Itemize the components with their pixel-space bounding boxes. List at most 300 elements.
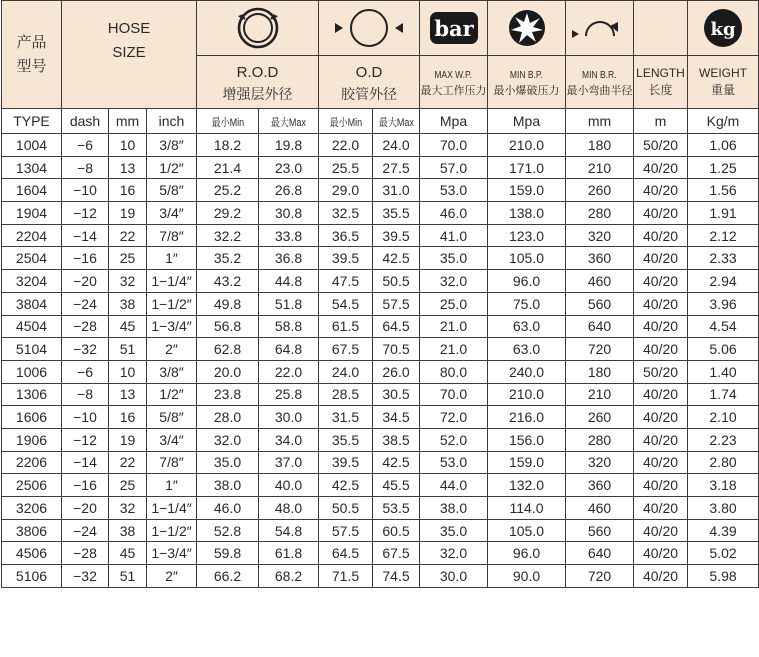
cell-br: 720 [566,565,634,588]
cell-od-min: 28.5 [319,383,373,406]
cell-bp: 240.0 [488,360,566,383]
kg-icon-text: kg [710,19,736,40]
cell-rod-min: 52.8 [197,519,259,542]
cell-inch: 3/4″ [147,428,197,451]
cell-weight: 2.12 [688,224,759,247]
cell-rod-max: 61.8 [259,542,319,565]
cell-type: 2204 [2,224,62,247]
cell-rod-min: 62.8 [197,338,259,361]
unit-od-min-text: 最小Min [329,116,362,129]
cell-bp: 123.0 [488,224,566,247]
table-row [2,292,759,315]
cell-dash: −12 [62,202,109,225]
cell-wp: 70.0 [420,134,488,157]
unit-mm: mm [109,109,147,134]
cell-type: 2506 [2,474,62,497]
hose-size-line-1: HOSE [107,20,151,37]
cell-rod-max: 37.0 [259,451,319,474]
cell-od-min: 61.5 [319,315,373,338]
cell-rod-max: 23.0 [259,156,319,179]
cell-inch: 3/8″ [147,360,197,383]
cell-weight: 5.98 [688,565,759,588]
weight-icon-cell [688,1,759,56]
cell-type: 1604 [2,179,62,202]
cell-mm: 38 [109,519,147,542]
cell-br: 360 [566,474,634,497]
burst-icon [507,8,547,48]
reinforcement-ring-icon [235,5,281,51]
cell-inch: 7/8″ [147,451,197,474]
cell-wp: 41.0 [420,224,488,247]
cell-bp: 63.0 [488,338,566,361]
outer-diameter-icon [329,5,409,51]
table-row [2,315,759,338]
table-row [2,270,759,293]
rod-icon-cell [197,1,319,56]
cell-wp: 35.0 [420,247,488,270]
cell-wp: 53.0 [420,451,488,474]
table-row [2,247,759,270]
br-label-en: MIN B.R. [582,70,617,81]
cell-rod-min: 23.8 [197,383,259,406]
cell-od-max: 34.5 [373,406,420,429]
bp-icon-cell [488,1,566,56]
cell-od-min: 50.5 [319,497,373,520]
cell-rod-max: 40.0 [259,474,319,497]
cell-weight: 2.80 [688,451,759,474]
length-label-cell [634,56,688,109]
length-label-cn: 长度 [648,83,673,97]
cell-od-max: 42.5 [373,451,420,474]
cell-type: 5104 [2,338,62,361]
cell-type: 4506 [2,542,62,565]
cell-rod-max: 68.2 [259,565,319,588]
unit-inch: inch [147,109,197,134]
cell-weight: 2.33 [688,247,759,270]
cell-weight: 1.40 [688,360,759,383]
cell-type: 1904 [2,202,62,225]
weight-label-cell [688,56,759,109]
cell-mm: 10 [109,134,147,157]
cell-wp: 80.0 [420,360,488,383]
cell-wp: 35.0 [420,519,488,542]
cell-length: 40/20 [634,315,688,338]
cell-dash: −32 [62,565,109,588]
cell-inch: 3/4″ [147,202,197,225]
cell-wp: 21.0 [420,338,488,361]
cell-length: 40/20 [634,270,688,293]
cell-br: 280 [566,428,634,451]
cell-mm: 38 [109,292,147,315]
cell-inch: 1−3/4″ [147,315,197,338]
cell-bp: 105.0 [488,519,566,542]
cell-type: 3804 [2,292,62,315]
cell-br: 180 [566,360,634,383]
cell-od-max: 26.0 [373,360,420,383]
cell-length: 40/20 [634,542,688,565]
cell-rod-max: 51.8 [259,292,319,315]
cell-weight: 1.25 [688,156,759,179]
bp-label-cn: 最小爆破压力 [493,85,560,97]
cell-mm: 19 [109,202,147,225]
cell-inch: 7/8″ [147,224,197,247]
cell-od-max: 70.5 [373,338,420,361]
cell-length: 40/20 [634,428,688,451]
cell-br: 260 [566,406,634,429]
cell-od-max: 42.5 [373,247,420,270]
bp-label-cell [488,56,566,109]
cell-dash: −8 [62,156,109,179]
spec-table-body [2,134,759,588]
unit-od-max [373,109,420,134]
cell-dash: −28 [62,542,109,565]
cell-od-max: 53.5 [373,497,420,520]
cell-bp: 159.0 [488,179,566,202]
cell-rod-max: 26.8 [259,179,319,202]
cell-inch: 3/8″ [147,134,197,157]
cell-inch: 1−3/4″ [147,542,197,565]
unit-rod-min-text: 最小Min [211,116,244,129]
cell-bp: 159.0 [488,451,566,474]
cell-weight: 3.96 [688,292,759,315]
rod-label-cell [197,56,319,109]
table-row [2,565,759,588]
cell-rod-max: 25.8 [259,383,319,406]
cell-mm: 25 [109,247,147,270]
cell-od-min: 39.5 [319,451,373,474]
cell-br: 460 [566,497,634,520]
cell-weight: 5.02 [688,542,759,565]
table-row [2,202,759,225]
cell-br: 640 [566,542,634,565]
od-label-en: O.D [355,63,383,81]
rod-label-en: R.O.D [236,63,279,81]
cell-rod-min: 32.0 [197,428,259,451]
cell-bp: 171.0 [488,156,566,179]
cell-od-max: 45.5 [373,474,420,497]
unit-rod-max [259,109,319,134]
unit-bp: Mpa [488,109,566,134]
cell-br: 360 [566,247,634,270]
cell-dash: −6 [62,360,109,383]
cell-mm: 16 [109,179,147,202]
cell-inch: 1−1/4″ [147,270,197,293]
cell-od-min: 71.5 [319,565,373,588]
cell-od-max: 39.5 [373,224,420,247]
cell-length: 50/20 [634,360,688,383]
cell-dash: −8 [62,383,109,406]
cell-bp: 210.0 [488,134,566,157]
cell-od-max: 35.5 [373,202,420,225]
cell-bp: 96.0 [488,270,566,293]
cell-wp: 52.0 [420,428,488,451]
cell-dash: −10 [62,179,109,202]
cell-rod-max: 30.0 [259,406,319,429]
cell-type: 1306 [2,383,62,406]
cell-inch: 1−1/2″ [147,519,197,542]
cell-od-min: 29.0 [319,179,373,202]
cell-wp: 72.0 [420,406,488,429]
cell-rod-min: 18.2 [197,134,259,157]
cell-length: 50/20 [634,134,688,157]
cell-wp: 21.0 [420,315,488,338]
cell-length: 40/20 [634,519,688,542]
cell-dash: −28 [62,315,109,338]
cell-mm: 22 [109,451,147,474]
cell-rod-max: 19.8 [259,134,319,157]
cell-rod-min: 35.0 [197,451,259,474]
cell-dash: −32 [62,338,109,361]
cell-od-min: 24.0 [319,360,373,383]
cell-bp: 90.0 [488,565,566,588]
cell-rod-min: 25.2 [197,179,259,202]
cell-mm: 10 [109,360,147,383]
cell-inch: 1−1/4″ [147,497,197,520]
cell-br: 640 [566,315,634,338]
unit-length: m [634,109,688,134]
cell-dash: −20 [62,270,109,293]
wp-label-cell [420,56,488,109]
table-row [2,406,759,429]
table-row [2,156,759,179]
cell-wp: 38.0 [420,497,488,520]
table-row [2,451,759,474]
cell-type: 3204 [2,270,62,293]
cell-od-max: 64.5 [373,315,420,338]
unit-dash: dash [62,109,109,134]
cell-od-min: 25.5 [319,156,373,179]
unit-wp: Mpa [420,109,488,134]
cell-bp: 63.0 [488,315,566,338]
cell-rod-min: 59.8 [197,542,259,565]
cell-rod-max: 64.8 [259,338,319,361]
cell-dash: −16 [62,247,109,270]
cell-br: 560 [566,292,634,315]
cell-rod-min: 49.8 [197,292,259,315]
unit-od-max-text: 最大Max [378,116,414,129]
cell-od-min: 35.5 [319,428,373,451]
wp-icon-cell [420,1,488,56]
cell-wp: 30.0 [420,565,488,588]
cell-rod-max: 48.0 [259,497,319,520]
cell-weight: 1.74 [688,383,759,406]
cell-bp: 132.0 [488,474,566,497]
cell-wp: 32.0 [420,270,488,293]
cell-dash: −24 [62,292,109,315]
cell-od-min: 32.5 [319,202,373,225]
cell-rod-min: 46.0 [197,497,259,520]
cell-od-max: 30.5 [373,383,420,406]
cell-inch: 2″ [147,338,197,361]
cell-mm: 45 [109,315,147,338]
length-icon-cell [634,1,688,56]
kg-weight-icon [702,7,744,49]
cell-wp: 46.0 [420,202,488,225]
cell-br: 560 [566,519,634,542]
unit-br: mm [566,109,634,134]
cell-length: 40/20 [634,224,688,247]
cell-length: 40/20 [634,202,688,225]
cell-weight: 3.18 [688,474,759,497]
cell-wp: 44.0 [420,474,488,497]
table-row [2,338,759,361]
cell-rod-min: 29.2 [197,202,259,225]
cell-length: 40/20 [634,451,688,474]
cell-od-min: 22.0 [319,134,373,157]
hose-spec-table [1,0,759,588]
cell-type: 3806 [2,519,62,542]
cell-mm: 51 [109,565,147,588]
cell-bp: 96.0 [488,542,566,565]
cell-weight: 1.06 [688,134,759,157]
cell-od-min: 42.5 [319,474,373,497]
cell-wp: 57.0 [420,156,488,179]
cell-dash: −10 [62,406,109,429]
cell-length: 40/20 [634,156,688,179]
cell-length: 40/20 [634,292,688,315]
cell-od-max: 27.5 [373,156,420,179]
cell-rod-max: 44.8 [259,270,319,293]
table-row [2,179,759,202]
cell-mm: 32 [109,270,147,293]
cell-rod-min: 43.2 [197,270,259,293]
cell-type: 2504 [2,247,62,270]
cell-type: 1004 [2,134,62,157]
cell-wp: 32.0 [420,542,488,565]
cell-bp: 210.0 [488,383,566,406]
cell-od-max: 31.0 [373,179,420,202]
table-row [2,428,759,451]
table-row [2,474,759,497]
cell-bp: 156.0 [488,428,566,451]
unit-od-min [319,109,373,134]
cell-br: 320 [566,224,634,247]
cell-rod-max: 58.8 [259,315,319,338]
od-label-cell [319,56,420,109]
cell-mm: 45 [109,542,147,565]
cell-br: 460 [566,270,634,293]
cell-type: 1606 [2,406,62,429]
cell-od-min: 54.5 [319,292,373,315]
unit-rod-max-text: 最大Max [270,116,307,129]
wp-label-en: MAX W.P. [434,70,473,81]
cell-rod-min: 28.0 [197,406,259,429]
bp-label-en: MIN B.P. [510,70,543,81]
cell-wp: 25.0 [420,292,488,315]
cell-mm: 32 [109,497,147,520]
od-label-cn: 胶管外径 [341,85,398,102]
hose-size-line-2: SIZE [112,44,146,61]
cell-rod-max: 36.8 [259,247,319,270]
cell-weight: 4.39 [688,519,759,542]
header-row-units [2,109,759,134]
cell-length: 40/20 [634,497,688,520]
cell-weight: 4.54 [688,315,759,338]
cell-length: 40/20 [634,247,688,270]
cell-br: 260 [566,179,634,202]
cell-weight: 2.10 [688,406,759,429]
cell-rod-min: 35.2 [197,247,259,270]
cell-inch: 2″ [147,565,197,588]
cell-br: 280 [566,202,634,225]
cell-type: 5106 [2,565,62,588]
cell-od-min: 57.5 [319,519,373,542]
cell-rod-min: 66.2 [197,565,259,588]
cell-rod-min: 20.0 [197,360,259,383]
cell-od-max: 74.5 [373,565,420,588]
cell-mm: 13 [109,383,147,406]
cell-inch: 1″ [147,474,197,497]
table-row [2,497,759,520]
cell-rod-max: 33.8 [259,224,319,247]
cell-bp: 138.0 [488,202,566,225]
cell-wp: 70.0 [420,383,488,406]
cell-od-max: 67.5 [373,542,420,565]
cell-rod-min: 38.0 [197,474,259,497]
unit-type: TYPE [2,109,62,134]
cell-dash: −20 [62,497,109,520]
cell-mm: 19 [109,428,147,451]
product-type-line-2: 型号 [16,57,47,75]
cell-mm: 51 [109,338,147,361]
cell-type: 1906 [2,428,62,451]
cell-od-min: 47.5 [319,270,373,293]
table-row [2,542,759,565]
cell-rod-max: 22.0 [259,360,319,383]
cell-type: 1304 [2,156,62,179]
cell-rod-max: 54.8 [259,519,319,542]
cell-inch: 1/2″ [147,383,197,406]
rod-label-cn: 增强层外径 [222,85,293,102]
cell-type: 2206 [2,451,62,474]
br-label-cn: 最小弯曲半径 [566,85,633,97]
unit-weight: Kg/m [688,109,759,134]
cell-length: 40/20 [634,383,688,406]
weight-label-cn: 重量 [711,83,736,97]
od-icon-cell [319,1,420,56]
cell-length: 40/20 [634,179,688,202]
cell-mm: 22 [109,224,147,247]
cell-weight: 1.56 [688,179,759,202]
cell-od-max: 50.5 [373,270,420,293]
cell-inch: 1−1/2″ [147,292,197,315]
cell-length: 40/20 [634,565,688,588]
cell-mm: 13 [109,156,147,179]
cell-length: 40/20 [634,474,688,497]
cell-inch: 5/8″ [147,179,197,202]
table-row [2,224,759,247]
cell-length: 40/20 [634,338,688,361]
cell-dash: −14 [62,224,109,247]
cell-inch: 5/8″ [147,406,197,429]
cell-dash: −14 [62,451,109,474]
cell-dash: −12 [62,428,109,451]
cell-weight: 2.23 [688,428,759,451]
br-label-cell [566,56,634,109]
cell-br: 720 [566,338,634,361]
cell-mm: 16 [109,406,147,429]
header-row-icons [2,1,759,56]
table-row [2,383,759,406]
cell-wp: 53.0 [420,179,488,202]
cell-br: 320 [566,451,634,474]
wp-label-cn: 最大工作压力 [420,85,487,97]
cell-bp: 105.0 [488,247,566,270]
br-icon-cell [566,1,634,56]
cell-bp: 114.0 [488,497,566,520]
weight-label-en: WEIGHT [699,66,748,80]
cell-weight: 2.94 [688,270,759,293]
